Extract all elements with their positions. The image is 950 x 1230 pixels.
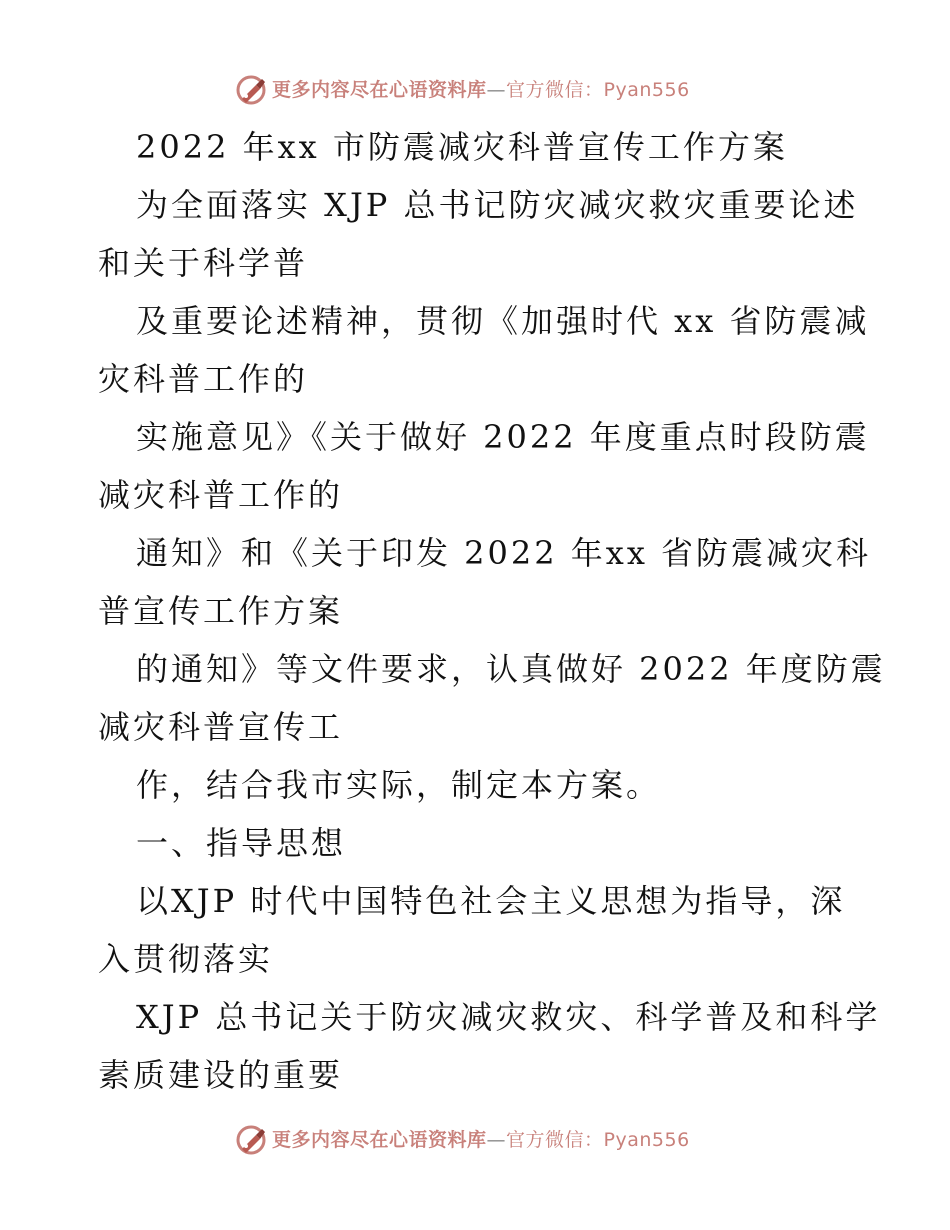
footer-banner-text: 更多内容尽在心语资料库—官方微信：Pyan556: [272, 1129, 690, 1151]
paragraph-line: 作，结合我市实际，制定本方案。: [136, 766, 662, 804]
pen-logo-icon: [234, 1123, 268, 1157]
document-body: [98, 118, 886, 1104]
paragraph-line: 普宣传工作方案: [98, 592, 344, 630]
header-banner: [234, 73, 690, 107]
paragraph-line: 减灾科普宣传工: [98, 708, 344, 746]
pen-logo-icon: [234, 73, 268, 107]
document-title: 2022 年xx 市防震减灾科普宣传工作方案: [136, 128, 788, 166]
footer-banner: [234, 1123, 690, 1157]
section-heading: 一、指导思想: [136, 824, 347, 862]
paragraph-line: 以XJP 时代中国特色社会主义思想为指导，深: [136, 882, 846, 920]
paragraph-line: 减灾科普工作的: [98, 476, 344, 514]
paragraph-line: 为全面落实 XJP 总书记防灾减灾救灾重要论述: [136, 186, 859, 224]
paragraph-line: 的通知》等文件要求，认真做好 2022 年度防震: [136, 650, 886, 688]
paragraph-line: 入贯彻落实: [98, 940, 274, 978]
paragraph-line: 通知》和《关于印发 2022 年xx 省防震减灾科: [136, 534, 872, 572]
header-banner-text: 更多内容尽在心语资料库—官方微信：Pyan556: [272, 79, 690, 101]
paragraph-line: 灾科普工作的: [98, 360, 309, 398]
paragraph-line: XJP 总书记关于防灾减灾救灾、科学普及和科学: [136, 998, 881, 1036]
paragraph-line: 及重要论述精神，贯彻《加强时代 xx 省防震减: [136, 302, 870, 340]
paragraph-line: 实施意见》《关于做好 2022 年度重点时段防震: [136, 418, 870, 456]
paragraph-line: 素质建设的重要: [98, 1056, 344, 1094]
paragraph-line: 和关于科学普: [98, 244, 309, 282]
